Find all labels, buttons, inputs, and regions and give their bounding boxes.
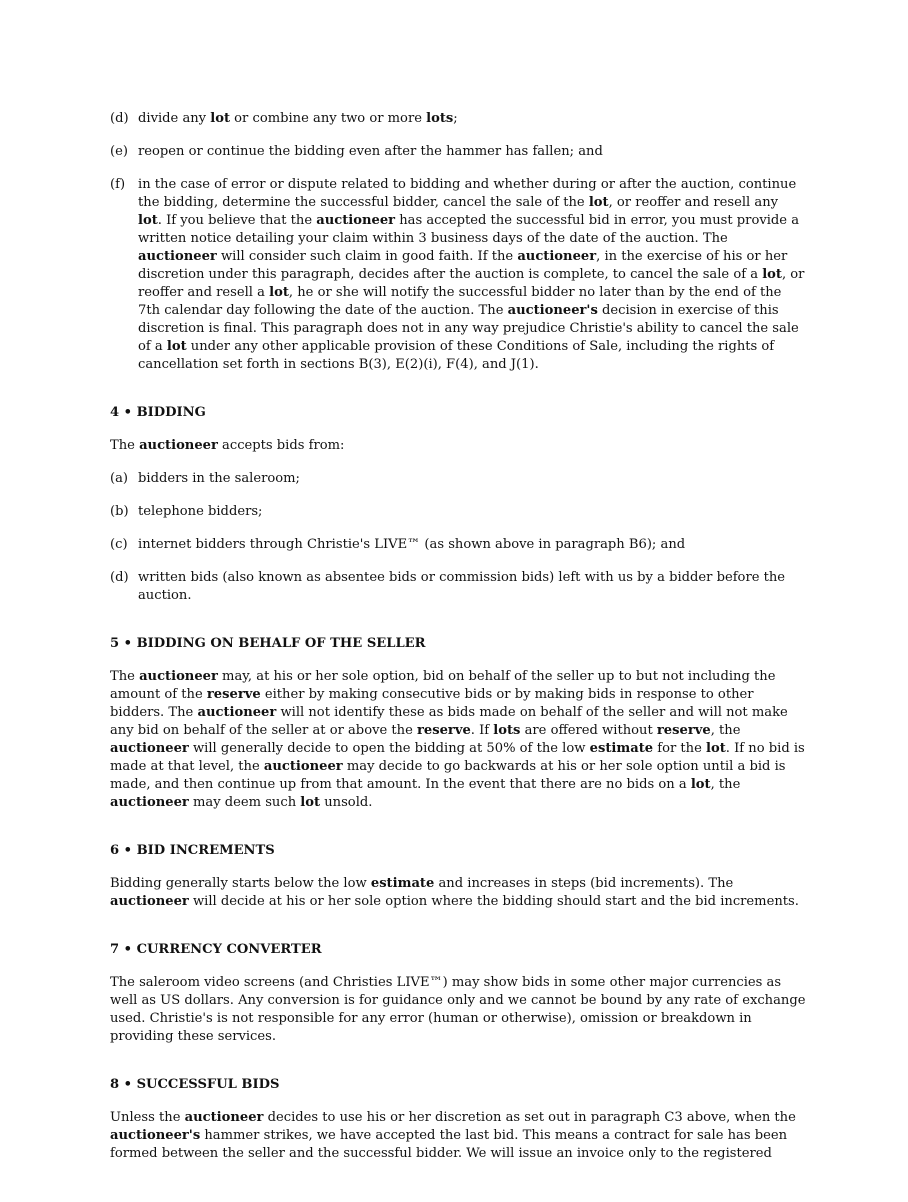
defined-term: lot xyxy=(762,267,782,282)
defined-term: auctioneer xyxy=(197,705,277,720)
section-8-heading: 8 • SUCCESSFUL BIDS xyxy=(110,1077,280,1092)
list-item xyxy=(110,110,806,128)
list-item-text xyxy=(138,143,806,161)
text-run: will generally decide to open the bidding at 50% of the low xyxy=(188,741,590,756)
list-item-text xyxy=(138,536,806,554)
text-run: may, at his or her sole option, bid on behalf of the seller up to but not including the amount of the xyxy=(110,669,776,702)
section-5-heading: 5 • BIDDING ON BEHALF OF THE SELLER xyxy=(110,636,426,651)
section-8-paragraph xyxy=(110,1109,806,1163)
defined-term: auctioneer xyxy=(139,438,218,453)
list-item-label: (d) xyxy=(110,570,129,585)
defined-term: auctioneer xyxy=(316,213,396,228)
defined-term: lot xyxy=(138,213,158,228)
defined-term: auctioneer's xyxy=(507,303,598,318)
defined-term: auctioneer xyxy=(263,759,343,774)
defined-term: auctioneer xyxy=(110,795,189,810)
text-run: Bidding generally starts below the low xyxy=(110,876,371,891)
text-run: will consider such claim in good faith. If the xyxy=(216,249,518,264)
list-item xyxy=(110,470,806,488)
text-run: will not identify these as bids made on behalf of the seller and will not make any bid on behalf of the seller at or above the xyxy=(110,705,788,738)
section-7-heading: 7 • CURRENCY CONVERTER xyxy=(110,942,322,957)
list-item xyxy=(110,143,806,161)
text-run: written bids (also known as absentee bids or commission bids) left with us by a bidder before the auction. xyxy=(138,570,786,603)
list-item-label: (d) xyxy=(110,111,129,126)
text-run: are offered without xyxy=(520,723,657,738)
text-run: for the xyxy=(653,741,706,756)
section-4-intro xyxy=(110,437,806,455)
text-run: , in the exercise of his or her discretion under this paragraph, decides after the auction is complete, to cancel the sale of a xyxy=(138,249,788,282)
text-run: bidders in the saleroom; xyxy=(138,471,300,486)
list-item-label: (a) xyxy=(110,471,129,486)
text-run: in the case of error or dispute related to bidding and whether during or after the auction, continue the bidding, determine the successful bidder, cancel the sale of the xyxy=(138,177,797,210)
section-6-heading: 6 • BID INCREMENTS xyxy=(110,843,275,858)
text-run: The xyxy=(110,438,140,453)
text-run: may deem such xyxy=(188,795,301,810)
defined-term: auctioneer xyxy=(110,741,189,756)
list-item-text xyxy=(138,569,806,605)
defined-term: auctioneer xyxy=(138,249,217,264)
text-run: , the xyxy=(710,777,741,792)
text-run: accepts bids from: xyxy=(217,438,345,453)
text-run: divide any xyxy=(138,111,211,126)
list-item-text xyxy=(138,503,806,521)
document-page xyxy=(110,110,806,1178)
text-run: decides to use his or her discretion as set out in paragraph C3 above, when the xyxy=(263,1110,796,1125)
section-6-paragraph xyxy=(110,875,806,911)
list-item-label: (b) xyxy=(110,504,129,519)
text-run: , he or she will notify the successful bidder no later than by the end of the 7th calendar day following the date of the auction. The xyxy=(138,285,782,318)
list-item xyxy=(110,536,806,554)
defined-term: lot xyxy=(269,285,289,300)
list-item-label: (f) xyxy=(110,177,126,192)
defined-term: reserve xyxy=(656,723,711,738)
defined-term: lot xyxy=(588,195,609,210)
defined-term: reserve xyxy=(417,723,471,738)
defined-term: reserve xyxy=(206,687,261,702)
defined-term: lot xyxy=(166,339,187,354)
list-item-label: (c) xyxy=(110,537,128,552)
text-run: decision in exercise of this discretion is final. This paragraph does not in any way prejudice Christie's ability to cancel the sale of a xyxy=(138,303,799,354)
text-run: and increases in steps (bid increments). The xyxy=(434,876,734,891)
text-run: either by making consecutive bids or by making bids in response to other bidders. The xyxy=(110,687,754,720)
text-run: unsold. xyxy=(320,795,373,810)
defined-term: estimate xyxy=(370,876,435,891)
defined-term: auctioneer xyxy=(184,1110,264,1125)
text-run: reopen or continue the bidding even after the hammer has fallen; and xyxy=(138,144,603,159)
list-item xyxy=(110,176,806,374)
defined-term: lot xyxy=(690,777,711,792)
defined-term: auctioneer xyxy=(517,249,597,264)
text-run: ; xyxy=(453,111,458,126)
section-7-paragraph xyxy=(110,974,806,1046)
list-item-label: (e) xyxy=(110,144,128,159)
text-run: The saleroom video screens (and Christies LIVE™) may show bids in some other major currencies as well as US dollars. Any conversion is for guidance only and we cannot be bound by any rate of exchange used. Christie's is not responsible for any error (human or otherwise), omission or breakdown in providing these services. xyxy=(110,975,806,1044)
text-run: internet bidders through Christie's LIVE™ (as shown above in paragraph B6); and xyxy=(138,537,686,552)
list-c3 xyxy=(110,110,806,374)
text-run: . If no bid is made at that level, the xyxy=(110,741,805,774)
text-run: under any other applicable provision of these Conditions of Sale, including the rights of cancellation set forth in sections B(3), E(2)(i), F(4), and J(1). xyxy=(138,339,775,372)
defined-term: lot xyxy=(300,795,321,810)
defined-term: lot xyxy=(706,741,726,756)
defined-term: auctioneer xyxy=(139,669,218,684)
defined-term: lots xyxy=(426,111,454,126)
list-item-text xyxy=(138,176,806,374)
defined-term: lots xyxy=(493,723,521,738)
text-run: Unless the xyxy=(110,1110,185,1125)
text-run: , the xyxy=(710,723,741,738)
list-item-text xyxy=(138,110,806,128)
section-4-heading: 4 • BIDDING xyxy=(110,405,206,420)
defined-term: estimate xyxy=(589,741,654,756)
text-run: . If xyxy=(470,723,494,738)
defined-term: auctioneer's xyxy=(110,1128,201,1143)
section-5-paragraph xyxy=(110,668,806,812)
text-run: telephone bidders; xyxy=(138,504,263,519)
text-run: or combine any two or more xyxy=(230,111,427,126)
list-item xyxy=(110,569,806,605)
defined-term: lot xyxy=(210,111,231,126)
text-run: will decide at his or her sole option where the bidding should start and the bid increments. xyxy=(188,894,799,909)
list-item-text xyxy=(138,470,806,488)
text-run: . If you believe that the xyxy=(157,213,317,228)
text-run: has accepted the successful bid in error, you must provide a written notice detailing your claim within 3 business days of the date of the auction. The xyxy=(138,213,800,246)
list-item xyxy=(110,503,806,521)
text-run: , or reoffer and resell a xyxy=(138,267,805,300)
list-section-4 xyxy=(110,470,806,605)
text-run: , or reoffer and resell any xyxy=(608,195,779,210)
text-run: may decide to go backwards at his or her sole option until a bid is made, and then continue up from that amount. In the event that there are no bids on a xyxy=(110,759,786,792)
text-run: hammer strikes, we have accepted the last bid. This means a contract for sale has been formed between the seller and the successful bidder. We will issue an invoice only to the registered xyxy=(110,1128,788,1161)
text-run: The xyxy=(110,669,140,684)
defined-term: auctioneer xyxy=(110,894,189,909)
